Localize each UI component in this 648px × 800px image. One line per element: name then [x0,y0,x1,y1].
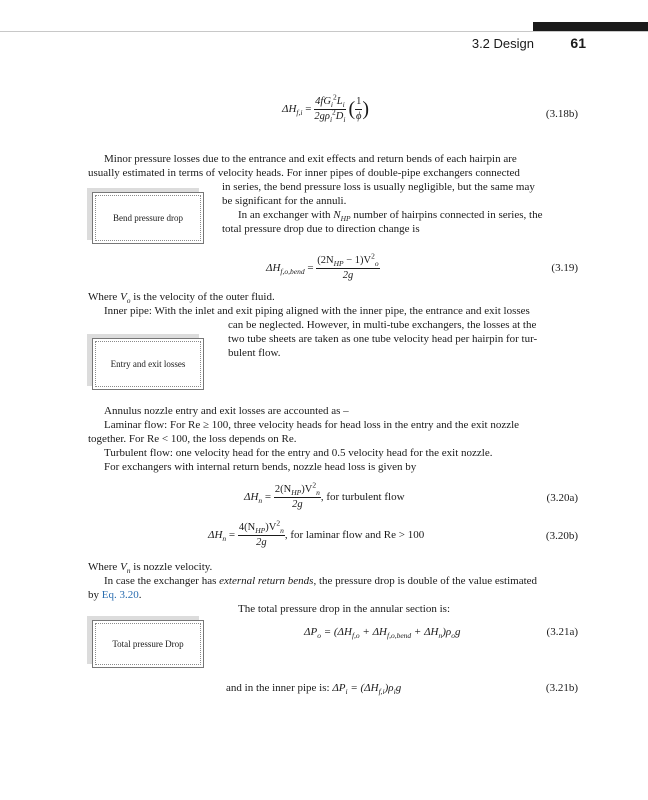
equation-3-21b: and in the inner pipe is: $\Delta P_i = (\Delta H_{f,i})\rho_ig$ [226,682,402,697]
margin-note-bend-pressure-drop: Bend pressure drop [92,192,204,244]
paragraph-line: Minor pressure losses due to the entrance and exit effects and return bends of each hairpin are [104,153,517,165]
equation-3-20a: $\Delta H_n$ = $\frac{2(N_{HP})V^2_n}{2g}$ , for turbulent flow [244,480,405,510]
margin-note-entry-exit-losses: Entry and exit losses [92,338,204,390]
equation-number: (3.20a) [546,492,578,504]
equation-3-20b: $\Delta H_n$ = $\frac{4(N_{HP})V^2_n}{2g}$ , for laminar flow and Re > 100 [208,518,425,548]
paragraph-line: Where $V_n$ is nozzle velocity. [88,561,213,576]
paragraph-line: can be neglected. However, in multi-tube exchangers, the losses at the [228,319,537,331]
paragraph-line: Where $V_o$ is the velocity of the outer fluid. [88,291,275,306]
equation-number: (3.19) [551,262,578,274]
header-rule [0,31,648,32]
equation-3-19: $\Delta H_{f,o,bend}$ = $\frac{(2N_{HP} - 1)V^2_o}{2g}$ [266,251,379,281]
paragraph-line: be significant for the annuli. [222,195,347,207]
paragraph-line: in series, the bend pressure loss is usually negligible, but the same may [222,181,535,193]
paragraph-line: total pressure drop due to direction change is [222,223,420,235]
equation-3-21a: $\Delta P_o = (\Delta H_{f,o} + \Delta H_{f,o,bend} + \Delta H_n)\rho_og$ [304,626,461,641]
paragraph-line: by Eq. 3.20. [88,589,142,601]
paragraph-line: Inner pipe: With the inlet and exit piping aligned with the inner pipe, the entrance and exit losses [104,305,530,317]
paragraph-line: Annulus nozzle entry and exit losses are accounted as – [104,405,349,417]
equation-number: (3.21b) [545,682,578,694]
paragraph-line: For exchangers with internal return bends, nozzle head loss is given by [104,461,417,473]
page-number: 61 [570,35,586,51]
paragraph-line: In case the exchanger has external return bends, the pressure drop is double of the value estimated [104,575,538,587]
paragraph-line: In an exchanger with $N_{HP}$ number of hairpins connected in series, the [238,209,543,224]
equation-number: (3.21a) [546,626,578,638]
paragraph-line: The total pressure drop in the annular section is: [238,603,450,615]
equation-number: (3.18b) [545,108,578,120]
equation-number: (3.20b) [545,530,578,542]
paragraph-line: Turbulent flow: one velocity head for the entry and 0.5 velocity head for the exit nozzle. [104,447,493,459]
running-header: 3.2 Design [471,36,534,51]
equation-reference-link[interactable]: Eq. 3.20 [101,589,139,601]
paragraph-line: together. For Re < 100, the loss depends on Re. [88,433,297,445]
paragraph-line: Laminar flow: For Re ≥ 100, three velocity heads for head loss in the entry and the exit nozzle [104,419,520,431]
paragraph-line: usually estimated in terms of velocity heads. For inner pipes of double-pipe exchangers connected [88,167,520,179]
equation-3-18b: $\Delta H_{f,i}$ = $\frac{4fG_i^2L_i}{2g\rho_i^2D_i}$ ( $\frac{1}{\phi}$ ) [282,92,370,125]
paragraph-line: two tube sheets are taken as one tube velocity head per hairpin for tur- [228,333,538,345]
margin-note-total-pressure-drop: Total pressure Drop [92,620,204,668]
paragraph-line: bulent flow. [228,347,281,359]
